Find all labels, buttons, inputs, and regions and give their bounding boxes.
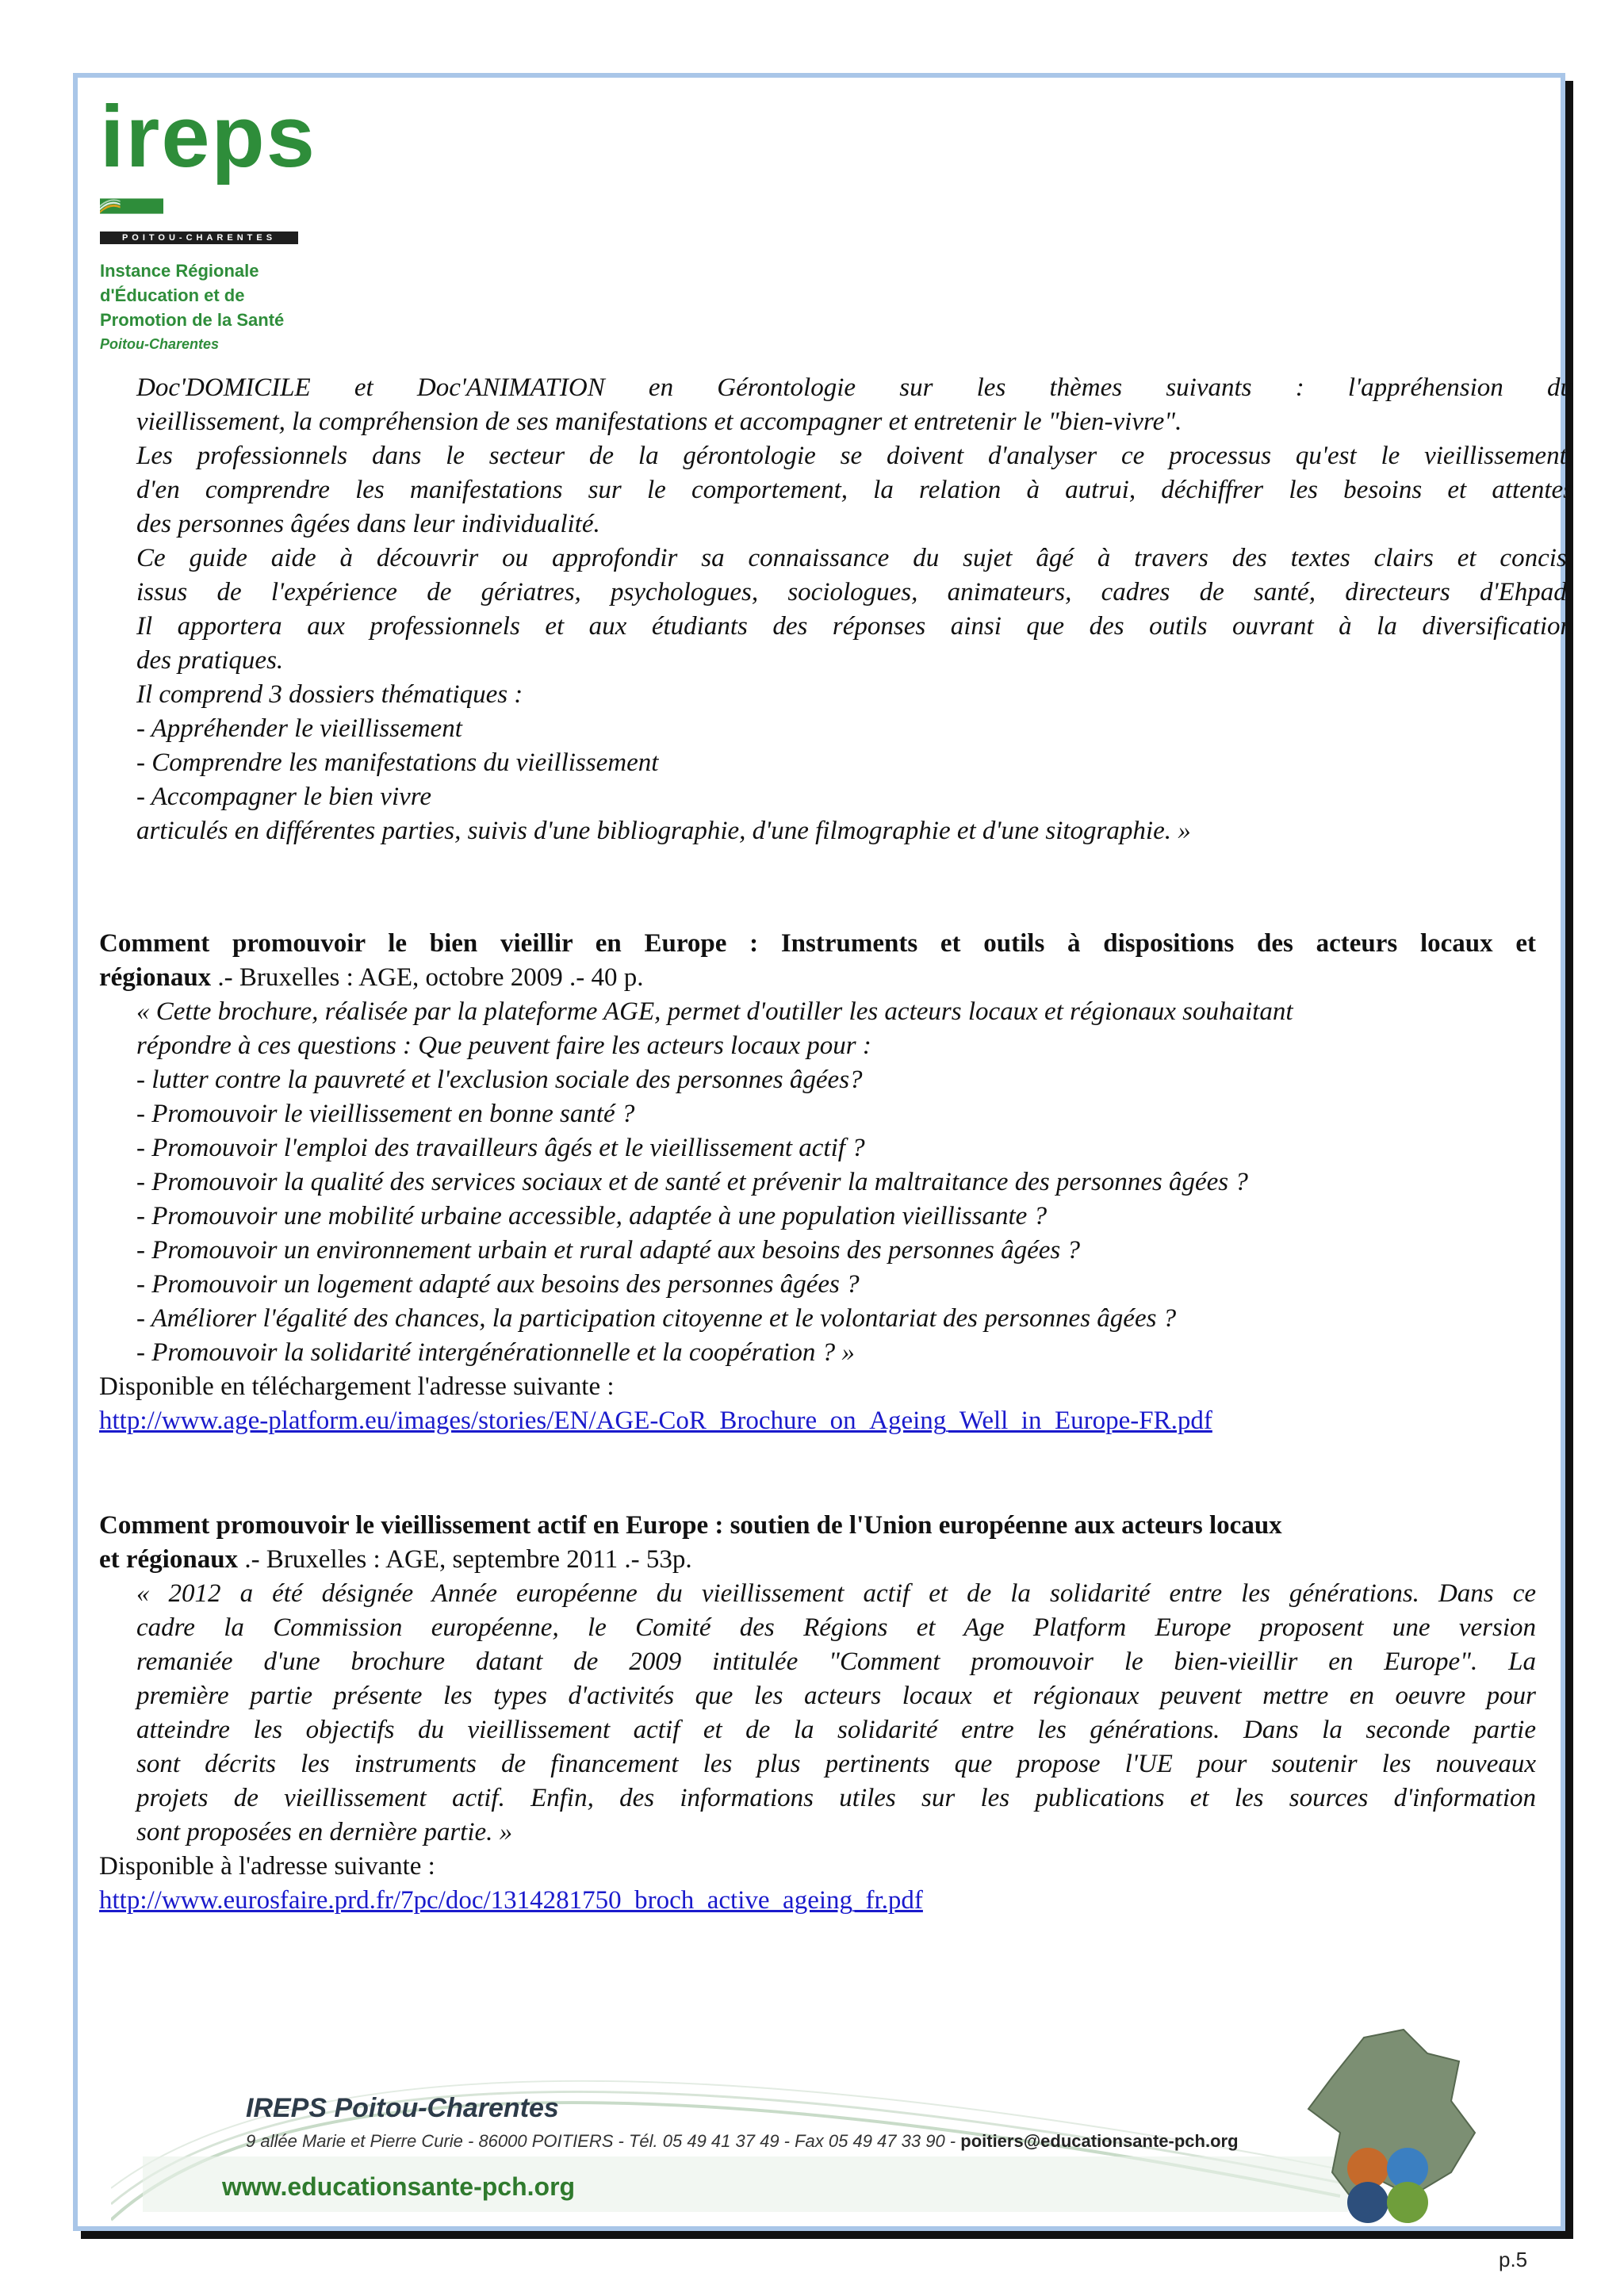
entry-2-title-end: et régionaux bbox=[99, 1545, 239, 1574]
logo-tagline-line: Instance régionale d'éducation bbox=[168, 190, 285, 199]
logo-wordmark: ireps bbox=[100, 88, 316, 186]
entry-1-available-label: Disponible en téléchargement l'adresse suivante : bbox=[99, 1372, 615, 1401]
entry-1-quote bbox=[99, 995, 1536, 1370]
quote-line: - Promouvoir le vieillissement en bonne santé ? bbox=[136, 1100, 635, 1128]
quote-line: « Cette brochure, réalisée par la plateforme AGE, permet d'outiller les acteurs locaux et régionaux souhaitant bbox=[136, 997, 1293, 1026]
intro-line: vieillissement, la compréhension de ses manifestations et accompagner et entretenir le "bien-vivre". bbox=[136, 408, 1182, 436]
footer-address bbox=[246, 2131, 1239, 2152]
intro-line: d'en comprendre les manifestations sur le comportement, la relation à autrui, déchiffrer les besoins et attentes bbox=[136, 476, 1573, 504]
ireps-logo bbox=[100, 88, 322, 352]
footer bbox=[111, 2014, 1554, 2228]
logo-fullname-line: Poitou-Charentes bbox=[100, 336, 220, 352]
quote-line: première partie présente les types d'activités que les acteurs locaux et régionaux peuvent mettre en oeuvre pour bbox=[136, 1682, 1536, 1710]
intro-line: articulés en différentes parties, suivis d'une bibliographie, d'une filmographie et d'une sitographie. » bbox=[136, 817, 1191, 845]
quote-line: atteindre les objectifs du vieillissement actif et de la solidarité entre les générations. Dans la seconde partie bbox=[136, 1716, 1536, 1744]
quote-line: sont proposées en dernière partie. » bbox=[136, 1818, 513, 1846]
page-number: p.5 bbox=[1499, 2248, 1528, 2271]
entry-2-reference bbox=[99, 1543, 1536, 1577]
entry-2-download-link[interactable]: http://www.eurosfaire.prd.fr/7pc/doc/1314281750_broch_active_ageing_fr.pdf bbox=[99, 1886, 923, 1915]
intro-line: Il comprend 3 dossiers thématiques : bbox=[136, 680, 523, 709]
intro-line: des personnes âgées dans leur individualité. bbox=[136, 510, 600, 538]
quote-line: - Promouvoir la solidarité intergénérationnelle et la coopération ? » bbox=[136, 1338, 855, 1367]
entry-1-publication: .- Bruxelles : AGE, octobre 2009 .- 40 p. bbox=[211, 963, 644, 992]
quote-line: répondre à ces questions : Que peuvent faire les acteurs locaux pour : bbox=[136, 1031, 871, 1060]
entry-1-title: Comment promouvoir le bien vieillir en Europe : Instruments et outils à dispositions des acteurs locaux et bbox=[99, 929, 1536, 958]
logo-band bbox=[100, 182, 298, 230]
logo-region: POITOU-CHARENTES bbox=[100, 232, 298, 244]
entry-2-available-label: Disponible à l'adresse suivante : bbox=[99, 1852, 435, 1881]
intro-text bbox=[99, 371, 1573, 848]
intro-line: issus de l'expérience de gériatres, psychologues, sociologues, animateurs, cadres de santé, directeurs d'Ehpad. bbox=[136, 578, 1573, 607]
entry-1-title-end: régionaux bbox=[99, 963, 212, 992]
region-map-icon bbox=[1293, 2014, 1483, 2228]
quote-line: sont décrits les instruments de financement les plus pertinents que propose l'UE pour soutenir les nouveaux bbox=[136, 1750, 1536, 1778]
quote-line: - Améliorer l'égalité des chances, la participation citoyenne et le volontariat des personnes âgées ? bbox=[136, 1304, 1177, 1333]
entry-1-download-link[interactable]: http://www.age-platform.eu/images/stories/EN/AGE-CoR_Brochure_on_Ageing_Well_in_Europe-FR.pdf bbox=[99, 1406, 1212, 1435]
intro-line: Doc'DOMICILE et Doc'ANIMATION en Gérontologie sur les thèmes suivants : l'appréhension du bbox=[136, 373, 1573, 402]
quote-line: remaniée d'une brochure datant de 2009 intitulée "Comment promouvoir le bien-vieillir en Europe". La bbox=[136, 1647, 1536, 1676]
entry-2-title: Comment promouvoir le vieillissement actif en Europe : soutien de l'Union européenne aux acteurs locaux bbox=[99, 1511, 1282, 1540]
intro-line: Ce guide aide à découvrir ou approfondir sa connaissance du sujet âgé à travers des textes clairs et concis, bbox=[136, 544, 1573, 572]
entry-2-quote bbox=[99, 1577, 1536, 1850]
logo-tagline-line: et de promotion de la santé bbox=[168, 200, 272, 209]
entry-2-publication: .- Bruxelles : AGE, septembre 2011 .- 53p. bbox=[238, 1545, 692, 1574]
quote-line: - Promouvoir un environnement urbain et rural adapté aux besoins des personnes âgées ? bbox=[136, 1236, 1080, 1265]
intro-line: - Accompagner le bien vivre bbox=[136, 783, 432, 811]
logo-tagline bbox=[168, 190, 284, 209]
quote-line: « 2012 a été désignée Année européenne du vieillissement actif et de la solidarité entre les générations. Dans ce bbox=[136, 1579, 1536, 1608]
entry-1-reference bbox=[99, 961, 1536, 995]
entry-1 bbox=[99, 927, 1536, 1438]
footer-org-name: IREPS Poitou-Charentes bbox=[246, 2093, 559, 2123]
quote-line: - Promouvoir une mobilité urbaine accessible, adaptée à une population vieillissante ? bbox=[136, 1202, 1048, 1230]
logo-fullname bbox=[100, 258, 322, 357]
intro-line: Il apportera aux professionnels et aux étudiants des réponses ainsi que des outils ouvrant à la diversification bbox=[136, 612, 1573, 641]
intro-line: des pratiques. bbox=[136, 646, 284, 675]
intro-line: Les professionnels dans le secteur de la gérontologie se doivent d'analyser ce processus qu'est le vieillissement, bbox=[136, 442, 1573, 470]
quote-line: - lutter contre la pauvreté et l'exclusion sociale des personnes âgées? bbox=[136, 1066, 863, 1094]
footer-email: poitiers@educationsante-pch.org bbox=[960, 2131, 1239, 2151]
logo-stripes-icon bbox=[100, 182, 163, 230]
quote-line: projets de vieillissement actif. Enfin, des informations utiles sur les publications et les sources d'information bbox=[136, 1784, 1536, 1812]
footer-website: www.educationsante-pch.org bbox=[222, 2172, 576, 2201]
intro-line: - Comprendre les manifestations du vieillissement bbox=[136, 748, 659, 777]
quote-line: - Promouvoir l'emploi des travailleurs âgés et le vieillissement actif ? bbox=[136, 1134, 865, 1162]
intro-line: - Appréhender le vieillissement bbox=[136, 714, 462, 743]
quote-line: cadre la Commission européenne, le Comité des Régions et Age Platform Europe proposent une version bbox=[136, 1613, 1536, 1642]
logo-fullname-line: d'Éducation et de bbox=[100, 285, 245, 305]
entry-2 bbox=[99, 1509, 1536, 1918]
quote-line: - Promouvoir un logement adapté aux besoins des personnes âgées ? bbox=[136, 1270, 860, 1299]
logo-fullname-line: Instance Régionale bbox=[100, 261, 259, 281]
logo-fullname-line: Promotion de la Santé bbox=[100, 310, 285, 330]
quote-line: - Promouvoir la qualité des services sociaux et de santé et prévenir la maltraitance des personnes âgées ? bbox=[136, 1168, 1248, 1196]
footer-address-text: 9 allée Marie et Pierre Curie - 86000 POITIERS - Tél. 05 49 41 37 49 - Fax 05 49 47 33 90 - bbox=[246, 2131, 961, 2151]
